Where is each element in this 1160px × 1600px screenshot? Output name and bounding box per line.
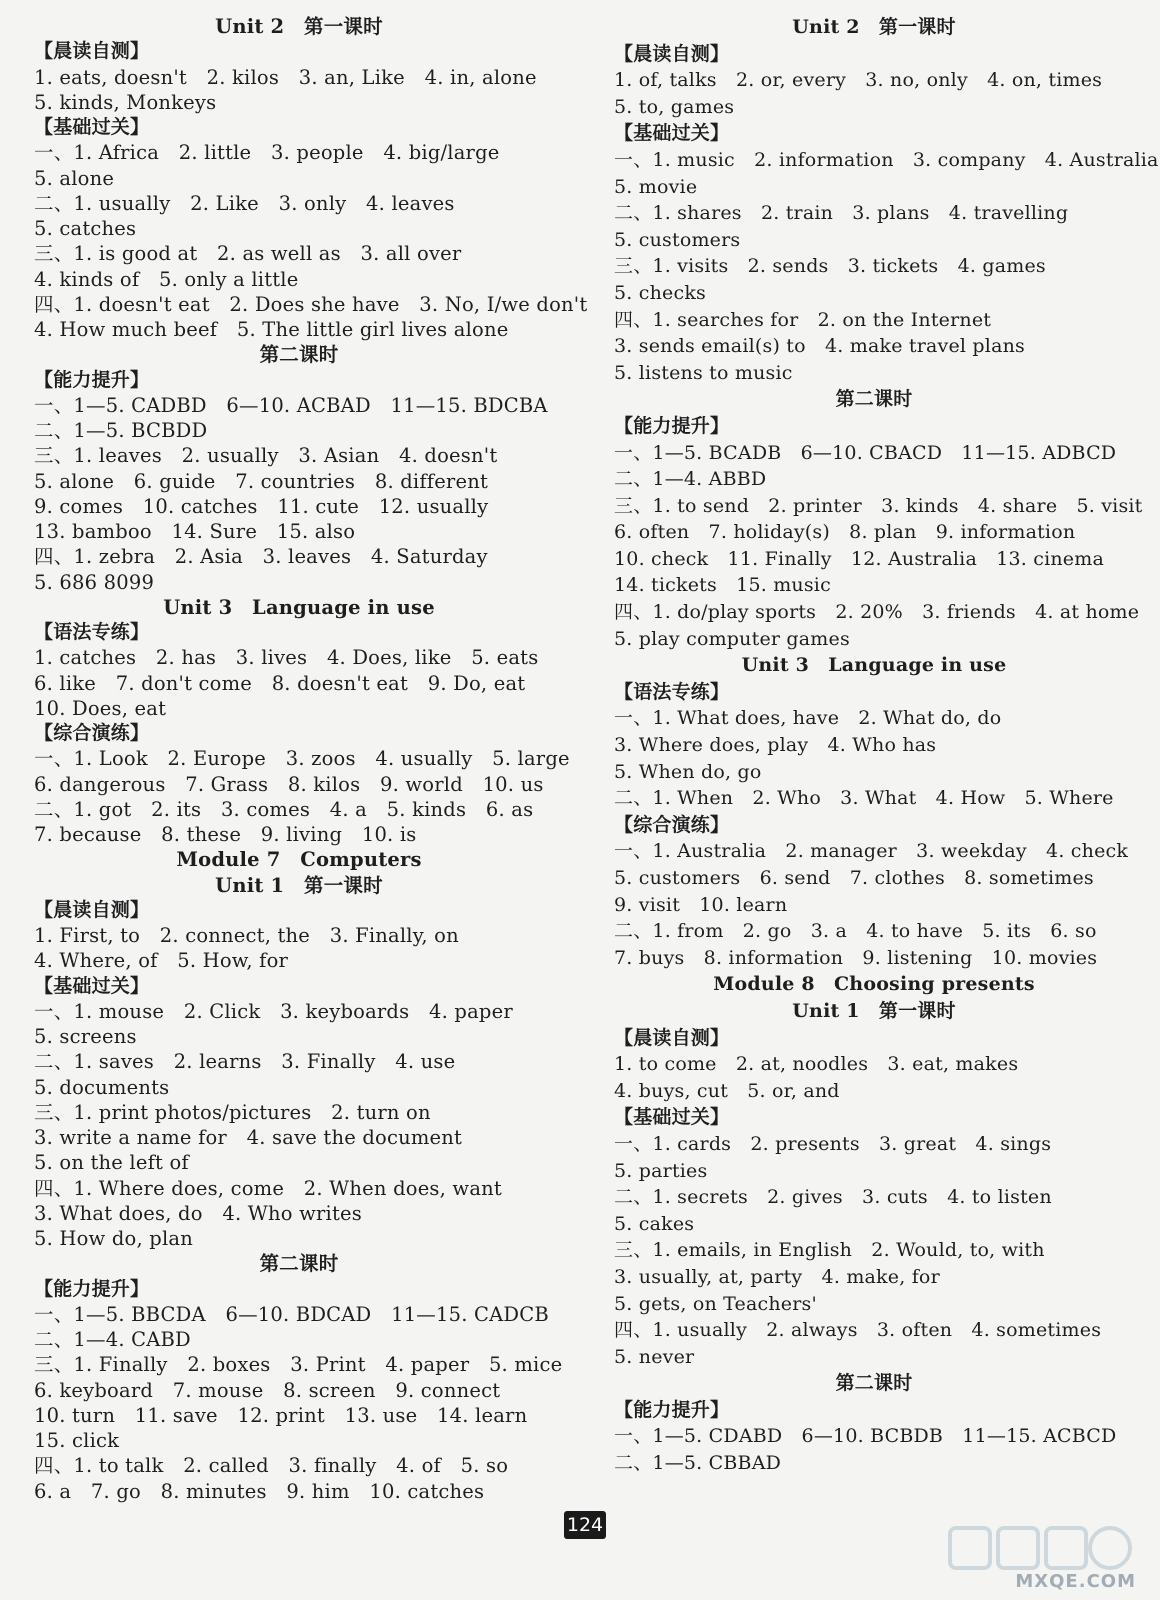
section-label: 【晨读自测】 [34, 40, 150, 63]
answer-line: 三、1. emails, in English 2. Would, to, with [614, 1239, 1045, 1262]
answer-line: 5. 686 8099 [34, 570, 155, 594]
answer-line: 13. bamboo 14. Sure 15. also [34, 520, 356, 543]
answer-line: 7. because 8. these 9. living 10. is [34, 823, 417, 846]
answer-line: 5. cakes [614, 1212, 695, 1235]
answer-line: 三、1. Finally 2. boxes 3. Print 4. paper 5. mice [34, 1353, 563, 1377]
answer-line: 二、1. shares 2. train 3. plans 4. travelling [614, 202, 1069, 225]
heading: Unit 2 第一课时 [215, 15, 383, 38]
answer-line: 5. movie [614, 175, 698, 198]
answer-line: 3. What does, do 4. Who writes [34, 1201, 362, 1225]
heading: Module 8 Choosing presents [713, 973, 1035, 996]
answer-line: 5. checks [614, 281, 706, 304]
answer-line: 1. to come 2. at, noodles 3. eat, makes [614, 1053, 1019, 1076]
heading: 第二课时 [835, 388, 913, 411]
heading: Unit 2 第一课时 [792, 16, 956, 38]
answer-line: 四、1. searches for 2. on the Internet [614, 308, 992, 331]
answer-line: 二、1. usually 2. Like 3. only 4. leaves [34, 191, 455, 215]
answer-line: 10. Does, eat [34, 696, 167, 720]
answer-line: 10. turn 11. save 12. print 13. use 14. learn [34, 1403, 528, 1427]
answer-line: 二、1—4. CABD [34, 1328, 191, 1351]
section-label: 【晨读自测】 [614, 42, 730, 65]
answer-line: 5. customers [614, 228, 741, 251]
answer-line: 三、1. is good at 2. as well as 3. all over [34, 242, 462, 266]
answer-line: 4. buys, cut 5. or, and [614, 1079, 840, 1102]
answer-line: 二、1. from 2. go 3. a 4. to have 5. its 6. so [614, 920, 1097, 943]
answer-line: 5. to, games [614, 95, 735, 118]
heading: 第二课时 [259, 343, 339, 367]
section-label: 【能力提升】 [34, 368, 150, 391]
answer-line: 5. screens [34, 1025, 137, 1048]
answer-line: 四、1. zebra 2. Asia 3. leaves 4. Saturday [34, 545, 488, 569]
answer-line: 二、1—5. CBBAD [614, 1452, 782, 1475]
answer-line: 5. catches [34, 217, 137, 240]
answer-line: 一、1. What does, have 2. What do, do [614, 707, 1002, 730]
section-label: 【语法专练】 [34, 621, 150, 643]
answer-line: 6. a 7. go 8. minutes 9. him 10. catches [34, 1479, 485, 1503]
answer-line: 一、1. Australia 2. manager 3. weekday 4. check [614, 840, 1129, 863]
section-label: 【晨读自测】 [34, 898, 150, 921]
section-label: 【能力提升】 [614, 414, 730, 437]
answer-line: 一、1. music 2. information 3. company 4. Australia [614, 148, 1159, 171]
section-label: 【基础过关】 [614, 122, 730, 145]
answer-line: 9. visit 10. learn [614, 893, 788, 916]
answer-line: 5. play computer games [614, 627, 850, 650]
heading: Unit 3 Language in use [163, 595, 435, 619]
answer-line: 一、1—5. BBCDA 6—10. BDCAD 11—15. CADCB [34, 1302, 549, 1326]
answer-line: 5. gets, on Teachers' [614, 1292, 817, 1315]
answer-line: 5. alone 6. guide 7. countries 8. different [34, 469, 488, 493]
section-label: 【基础过关】 [34, 974, 150, 997]
answer-line: 四、1. do/play sports 2. 20% 3. friends 4. at home [614, 601, 1140, 624]
answer-line: 二、1. saves 2. learns 3. Finally 4. use [34, 1050, 456, 1074]
answer-line: 三、1. visits 2. sends 3. tickets 4. games [614, 255, 1046, 278]
answer-line: 5. How do, plan [34, 1227, 193, 1250]
answer-line: 5. parties [614, 1159, 708, 1182]
answer-line: 一、1. mouse 2. Click 3. keyboards 4. paper [34, 999, 513, 1023]
answer-line: 一、1. Africa 2. little 3. people 4. big/large [34, 141, 500, 165]
answer-line: 15. click [34, 1429, 120, 1452]
section-label: 【能力提升】 [34, 1277, 150, 1300]
answer-line: 二、1. got 2. its 3. comes 4. a 5. kinds 6. as [34, 797, 534, 821]
answer-line: 二、1. When 2. Who 3. What 4. How 5. Where [614, 787, 1114, 810]
answer-line: 5. documents [34, 1075, 170, 1099]
answer-line: 3. usually, at, party 4. make, for [614, 1265, 940, 1288]
answer-line: 5. When do, go [614, 760, 762, 783]
answer-line: 二、1—5. BCBDD [34, 419, 208, 442]
heading: Unit 3 Language in use [741, 654, 1007, 677]
answer-line: 二、1—4. ABBD [614, 468, 767, 491]
page-number: 124 [564, 1511, 606, 1539]
answer-line: 1. of, talks 2. or, every 3. no, only 4. on, times [614, 69, 1103, 92]
answer-line: 6. like 7. don't come 8. doesn't eat 9. Do, eat [34, 671, 526, 695]
answer-line: 四、1. Where does, come 2. When does, want [34, 1176, 502, 1200]
answer-line: 3. Where does, play 4. Who has [614, 734, 937, 757]
heading: 第二课时 [259, 1252, 339, 1276]
answer-line: 四、1. usually 2. always 3. often 4. sometimes [614, 1319, 1102, 1342]
left-answer-column [34, 14, 588, 1504]
heading: Unit 1 第一课时 [215, 873, 383, 897]
answer-line: 一、1—5. BCADB 6—10. CBACD 11—15. ADBCD [614, 441, 1117, 464]
answer-line: 四、1. to talk 2. called 3. finally 4. of 5. so [34, 1454, 509, 1478]
answer-line: 三、1. print photos/pictures 2. turn on [34, 1100, 431, 1124]
section-label: 【晨读自测】 [614, 1026, 730, 1049]
answer-line: 4. kinds of 5. only a little [34, 267, 299, 291]
heading: 第二课时 [835, 1372, 913, 1395]
answer-line: 一、1. Look 2. Europe 3. zoos 4. usually 5. large [34, 747, 570, 771]
answer-line: 一、1. cards 2. presents 3. great 4. sings [614, 1132, 1052, 1155]
answer-line: 4. How much beef 5. The little girl lives alone [34, 318, 509, 341]
watermark-text: MXQE.COM [1015, 1571, 1136, 1592]
answer-line: 10. check 11. Finally 12. Australia 13. cinema [614, 547, 1104, 570]
answer-line: 5. alone [34, 166, 115, 190]
answer-line: 14. tickets 15. music [614, 574, 831, 597]
answer-line: 四、1. doesn't eat 2. Does she have 3. No, I/we don't [34, 292, 588, 316]
answer-line: 6. keyboard 7. mouse 8. screen 9. connect [34, 1378, 501, 1402]
answer-line: 5. customers 6. send 7. clothes 8. sometimes [614, 867, 1094, 889]
section-label: 【综合演练】 [614, 813, 730, 836]
answer-line: 三、1. leaves 2. usually 3. Asian 4. doesn't [34, 444, 498, 468]
answer-line: 三、1. to send 2. printer 3. kinds 4. share 5. visit [614, 494, 1143, 517]
answer-line: 9. comes 10. catches 11. cute 12. usually [34, 494, 489, 518]
answer-line: 1. catches 2. has 3. lives 4. Does, like 5. eats [34, 646, 539, 670]
answer-line: 6. often 7. holiday(s) 8. plan 9. information [614, 521, 1076, 544]
answer-line: 一、1—5. CDABD 6—10. BCBDB 11—15. ACBCD [614, 1425, 1117, 1448]
heading: Unit 1 第一课时 [792, 999, 956, 1022]
right-answer-column [614, 14, 1159, 1477]
section-label: 【能力提升】 [614, 1398, 730, 1421]
heading: Module 7 Computers [176, 848, 422, 872]
answer-line: 6. dangerous 7. Grass 8. kilos 9. world 10. us [34, 772, 544, 796]
section-label: 【综合演练】 [34, 722, 150, 744]
answer-line: 5. kinds, Monkeys [34, 90, 217, 114]
answer-line: 3. write a name for 4. save the document [34, 1126, 463, 1149]
answer-line: 5. never [614, 1345, 695, 1368]
answer-line: 二、1. secrets 2. gives 3. cuts 4. to listen [614, 1186, 1052, 1209]
section-label: 【基础过关】 [34, 116, 150, 138]
answer-line: 1. eats, doesn't 2. kilos 3. an, Like 4. in, alone [34, 65, 537, 89]
answer-line: 5. on the left of [34, 1151, 189, 1175]
answer-line: 1. First, to 2. connect, the 3. Finally, on [34, 924, 459, 947]
answer-line: 4. Where, of 5. How, for [34, 949, 289, 973]
answer-line: 3. sends email(s) to 4. make travel plans [614, 335, 1025, 358]
section-label: 【基础过关】 [614, 1106, 730, 1129]
answer-line: 7. buys 8. information 9. listening 10. movies [614, 946, 1098, 969]
answer-line: 一、1—5. CADBD 6—10. ACBAD 11—15. BDCBA [34, 393, 548, 417]
answer-line: 5. listens to music [614, 361, 793, 384]
section-label: 【语法专练】 [614, 680, 730, 703]
